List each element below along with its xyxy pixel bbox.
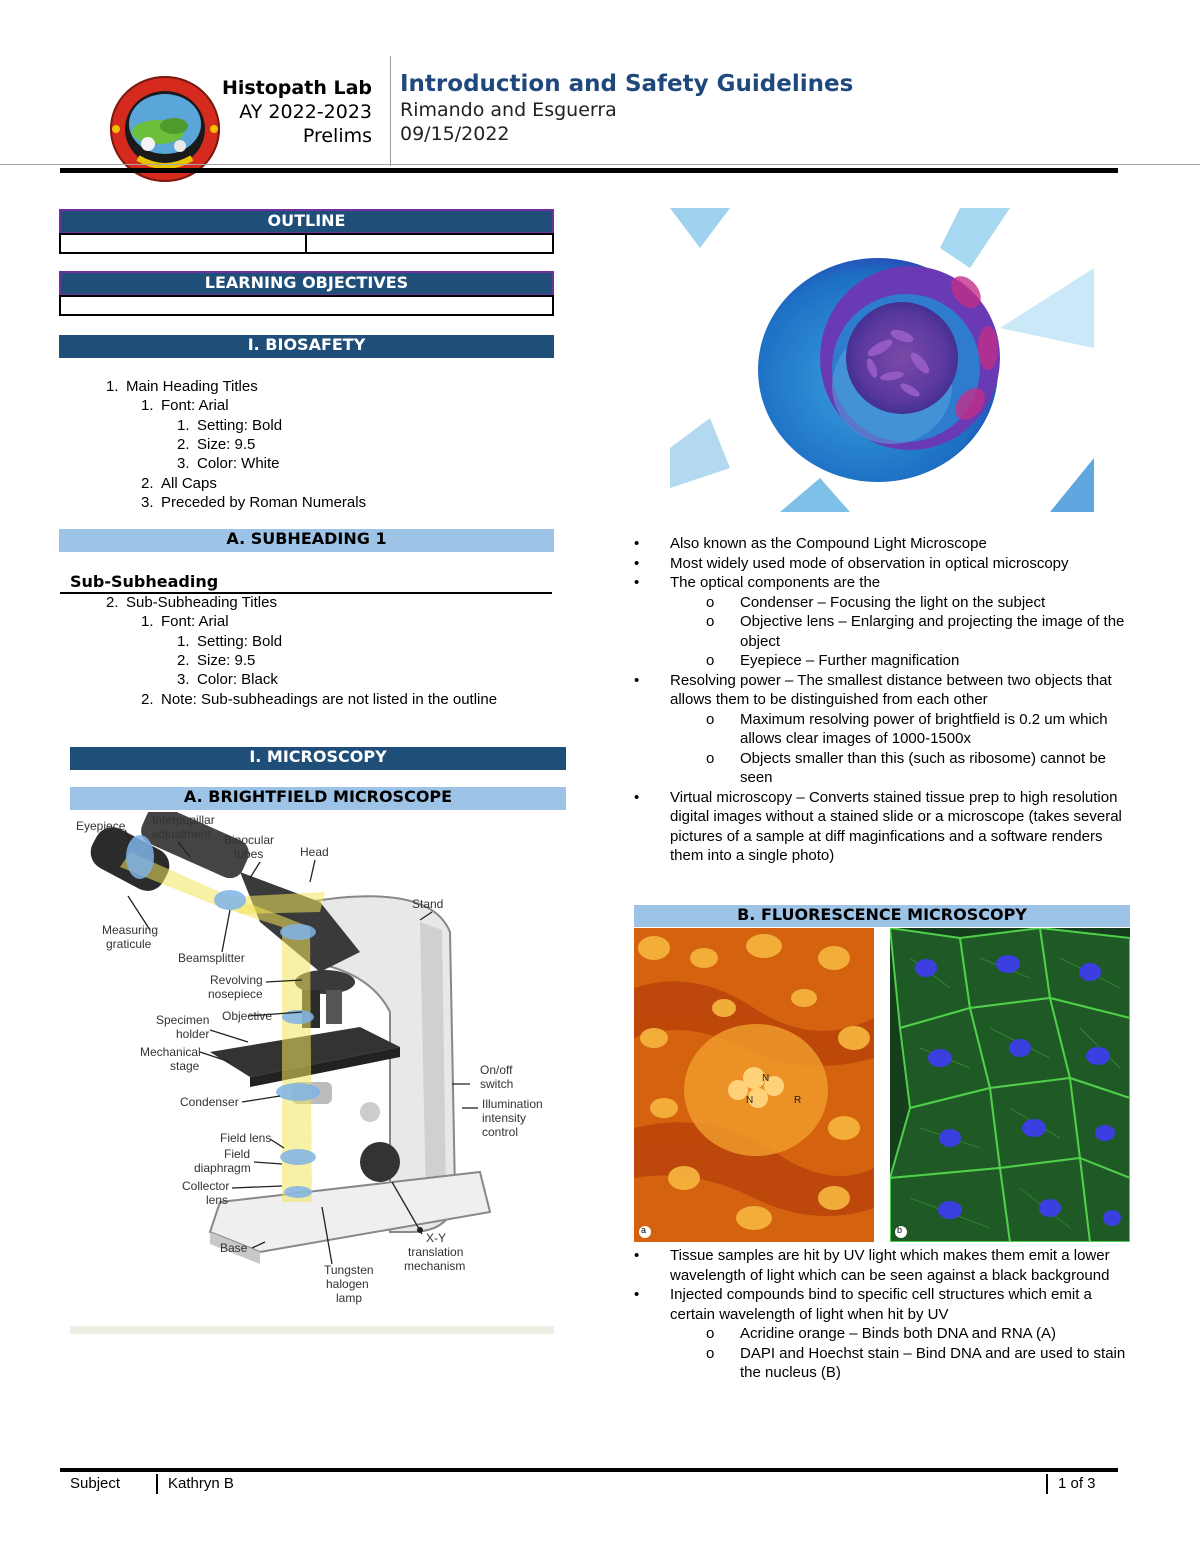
list-item [106,377,258,397]
list-item [141,493,366,513]
list-number: 1. [106,378,119,395]
list-text: Preceded by Roman Numerals [161,493,367,511]
panel-b-label: b [897,1225,903,1235]
authors: Rimando and Esguerra [400,99,617,121]
list-number: 2. [141,474,154,492]
outline-cell-right [305,233,554,254]
microscopy-heading: I. MICROSCOPY [70,747,566,770]
bullet-item [634,554,1134,574]
sub-bullet-item: o DAPI and Hoechst stain – Bind DNA and are used to stain the nucleus (B) [634,1344,1134,1383]
label-head: Head [300,845,329,859]
term: Prelims [302,125,372,147]
label-mechanical: Mechanical [140,1045,201,1059]
dapi-stain-image [890,928,1130,1242]
brightfield-heading: A. BRIGHTFIELD MICROSCOPE [70,787,566,810]
list-item [177,651,255,671]
label-specimen: Specimen [156,1013,210,1027]
sub-bullet-item: o Objective lens – Enlarging and projecting the image of the object [634,612,1134,651]
label-r: R [794,1095,802,1106]
bullet-item [634,534,1134,554]
learning-objectives-box [59,295,554,316]
header-divider [390,56,391,166]
label-stand: Stand [412,897,444,911]
lab-name: Histopath Lab [221,77,372,99]
document-heading [400,70,853,146]
bullet-text: Virtual microscopy – Converts stained tissue prep to high resolution digital images without a stained slide or a microscope (takes several pictures of a sample at diff maginfications and a software renders them into a single photo) [670,788,1122,864]
list-item [141,612,229,632]
bullet-item [634,1285,1134,1324]
list-number: 1. [177,632,190,650]
list-number: 2. [177,651,190,669]
label-adjustment: adjustment [152,827,211,841]
list-number: 2. [177,435,190,453]
figure-caption-strip [70,1326,554,1334]
label-onoff: On/off [480,1063,513,1077]
label-n-lower: N [746,1095,754,1106]
label-binocular: Binocular [224,833,275,847]
microscope-illustration [70,812,554,1312]
footer-separator-right [1046,1474,1048,1494]
label-field-lens: Field lens [220,1131,272,1145]
label-collector: Collector [182,1179,230,1193]
label-diaphragm: diaphragm [194,1161,251,1175]
list-number: 1. [177,416,190,434]
list-number: 3. [177,455,190,473]
list-number: 1. [141,613,154,631]
list-text: Size: 9.5 [197,435,256,453]
bullet-item [634,1246,1134,1285]
label-nosepiece: nosepiece [208,987,263,1001]
list-text: Setting: Bold [197,416,283,434]
course-info [200,76,372,148]
label-n-upper: N [762,1073,770,1084]
list-item [177,416,282,436]
list-text: Color: Black [197,671,278,689]
footer-author: Kathryn B [168,1475,234,1492]
label-tubes: tubes [234,847,264,861]
bullet-text: Injected compounds bind to specific cell structures which emit a certain wavelength of light when hit by UV [670,1286,1092,1323]
brightfield-notes [634,534,1134,866]
label-lamp: lamp [336,1291,363,1305]
brightfield-tissue-image [670,208,1094,512]
fluorescence-notes [634,1246,1134,1383]
biosafety-heading: I. BIOSAFETY [59,335,554,358]
list-text: Main Heading Titles [126,378,258,395]
label-base: Base [220,1241,248,1255]
subheading-1: A. SUBHEADING 1 [59,529,554,552]
sub-bullet-item: o Eyepiece – Further magnification [634,651,1134,671]
sub-bullet-item: o Condenser – Focusing the light on the subject [634,593,1134,613]
header-thin-rule [0,164,1200,165]
list-item [141,690,497,710]
list-item [177,632,282,652]
label-intensity: intensity [482,1111,527,1125]
label-revolving: Revolving [210,973,263,987]
label-field: Field [224,1147,251,1161]
label-beamsplitter: Beamsplitter [178,951,245,965]
academic-year: AY 2022-2023 [239,101,372,123]
list-text: Note: Sub-subheadings are not listed in the outline [161,690,498,708]
page-number: 1 of 3 [1058,1475,1096,1492]
outline-heading: OUTLINE [59,209,554,234]
outline-cell-left [59,233,307,254]
sub-bullet-item: o Acridine orange – Binds both DNA and RNA (A) [634,1324,1134,1344]
label-xy: X-Y [426,1231,447,1245]
bullet-item [634,788,1134,866]
list-item [177,435,255,455]
list-item [141,396,229,416]
bullet-text: Tissue samples are hit by UV light which makes them emit a lower wavelength of light which can be seen against a black background [670,1247,1110,1284]
label-holder: holder [176,1027,210,1041]
label-mechanism: mechanism [404,1259,466,1273]
label-measuring: Measuring [102,923,159,937]
document-title: Introduction and Safety Guidelines [400,71,854,97]
sub-bullet-item: o Maximum resolving power of brightfield is 0.2 um which allows clear images of 1000-1500x [634,710,1134,749]
label-interpupillary: Interpupillar [152,813,215,827]
label-control: control [482,1125,519,1139]
list-item [106,593,277,613]
bullet-text: Resolving power – The smallest distance between two objects that allows them to be distinguished from each other [670,671,1112,708]
list-text: Sub-Subheading Titles [126,594,277,611]
bullet-item [634,573,1134,593]
list-item [177,670,278,690]
header-thick-rule [60,168,1118,173]
bullet-text: Also known as the Compound Light Microscope [670,535,987,552]
learning-objectives-heading: LEARNING OBJECTIVES [59,271,554,296]
list-text: Font: Arial [161,613,229,631]
label-lens: lens [206,1193,229,1207]
list-number: 1. [141,397,154,415]
bullet-item [634,671,1134,710]
label-translation: translation [408,1245,464,1259]
label-objective: Objective [222,1009,273,1023]
list-number: 3. [177,671,190,689]
label-tungsten: Tungsten [324,1263,374,1277]
label-stage: stage [170,1059,200,1073]
fluorescence-heading: B. FLUORESCENCE MICROSCOPY [634,905,1130,927]
list-item [141,474,217,494]
list-text: Setting: Bold [197,632,283,650]
list-number: 2. [141,690,154,708]
label-halogen: halogen [326,1277,369,1291]
label-switch: switch [480,1077,514,1091]
list-text: Size: 9.5 [197,651,256,669]
label-eyepiece: Eyepiece [76,819,126,833]
sub-subheading-format-list [0,593,600,713]
footer-separator-left [156,1474,158,1494]
sub-subheading-title: Sub-Subheading [70,572,219,591]
list-text: Color: White [197,455,280,473]
panel-a-label: a [641,1225,647,1235]
date: 09/15/2022 [400,123,510,145]
list-text: All Caps [161,474,217,492]
footer-rule [60,1468,1118,1472]
label-graticule: graticule [106,937,152,951]
brightfield-microscope-diagram [70,812,554,1312]
bullet-text: The optical components are the [670,574,881,591]
label-illumination: Illumination [482,1097,543,1111]
sub-bullet-item: o Objects smaller than this (such as ribosome) cannot be seen [634,749,1134,788]
heading-format-list [0,377,600,517]
acridine-orange-image [634,928,874,1242]
list-item [177,454,280,474]
list-number: 2. [106,594,119,611]
bullet-text: Most widely used mode of observation in optical microscopy [670,554,1069,572]
label-condenser: Condenser [180,1095,239,1109]
list-text: Font: Arial [161,397,229,415]
list-number: 3. [141,493,154,511]
footer-subject: Subject [70,1475,121,1492]
